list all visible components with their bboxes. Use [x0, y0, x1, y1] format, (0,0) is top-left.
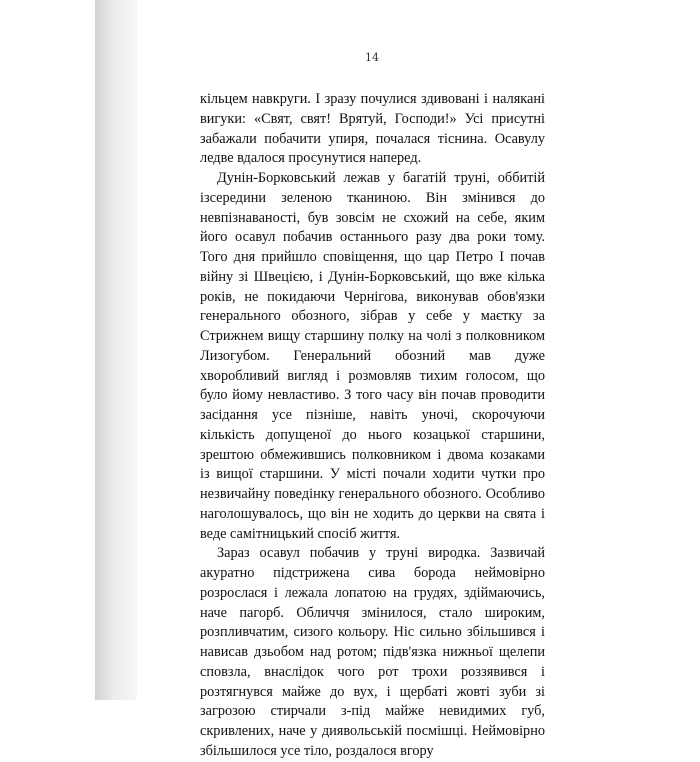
- paragraph-2: Дунін-Борковський лежав у багатій труні, оббитій ізсередини зеленою тканиною. Він змінився до невпізнаваності, був зовсім не схожий на себе, яким його осавул побачив останнього разу два роки тому. Того дня прийшло сповіщення, що цар Петро І почав війну зі Швецією, і Дунін-Борковський, що вже кілька років, не покидаючи Чернігова, виконував обов'язки генерального обозного, зібрав у себе у маєтку за Стрижнем вищу старшину полку на чолі з полковником Лизогубом. Генеральний обозний мав дуже хворобливий вигляд і розмовляв тихим голосом, що було йому невластиво. З того часу він почав проводити засідання усе пізніше, навіть уночі, скорочуючи кількість допущеної до нього козацької старшини, зрештою обмежившись полковником і двома козаками із вищої старшини. У місті почали ходити чутки про незвичайну поведінку генерального обозного. Особливо наголошувалось, що він не ходить до церкви на свята і веде самітницький спосіб життя.: [200, 170, 545, 542]
- page-gutter-shadow: [95, 0, 137, 700]
- page-number: 14: [365, 51, 379, 64]
- paragraph-3: Зараз осавул побачив у труні виродка. Зазвичай акуратно підстрижена сива борода неймовірно розрослася і лежала лопатою на грудях, здіймаючись, наче пагорб. Обличчя змінилося, стало широким, розпливчатим, сизого кольору. Ніс сильно збільшився і нависав дзьобом над ротом; підв'язка нижньої щелепи сповзла, внаслідок чого рот трохи роззявився і розтягнувся майже до вух, і щербаті жовті зуби зі загрозою стирчали з-під майже невидимих губ, скривлених, наче у диявольській посмішці. Неймовірно збільшилося усе тіло, роздалося вгору: [200, 545, 545, 759]
- book-page: [137, 0, 607, 759]
- paragraph-1: кільцем навкруги. І зразу почулися здивовані і налякані вигуки: «Свят, свят! Врятуй, Господи!» Усі присутні забажали побачити упиря, почалася тіснина. Осавулу ледве вдалося просунутися наперед.: [200, 91, 545, 167]
- body-text: [200, 90, 545, 762]
